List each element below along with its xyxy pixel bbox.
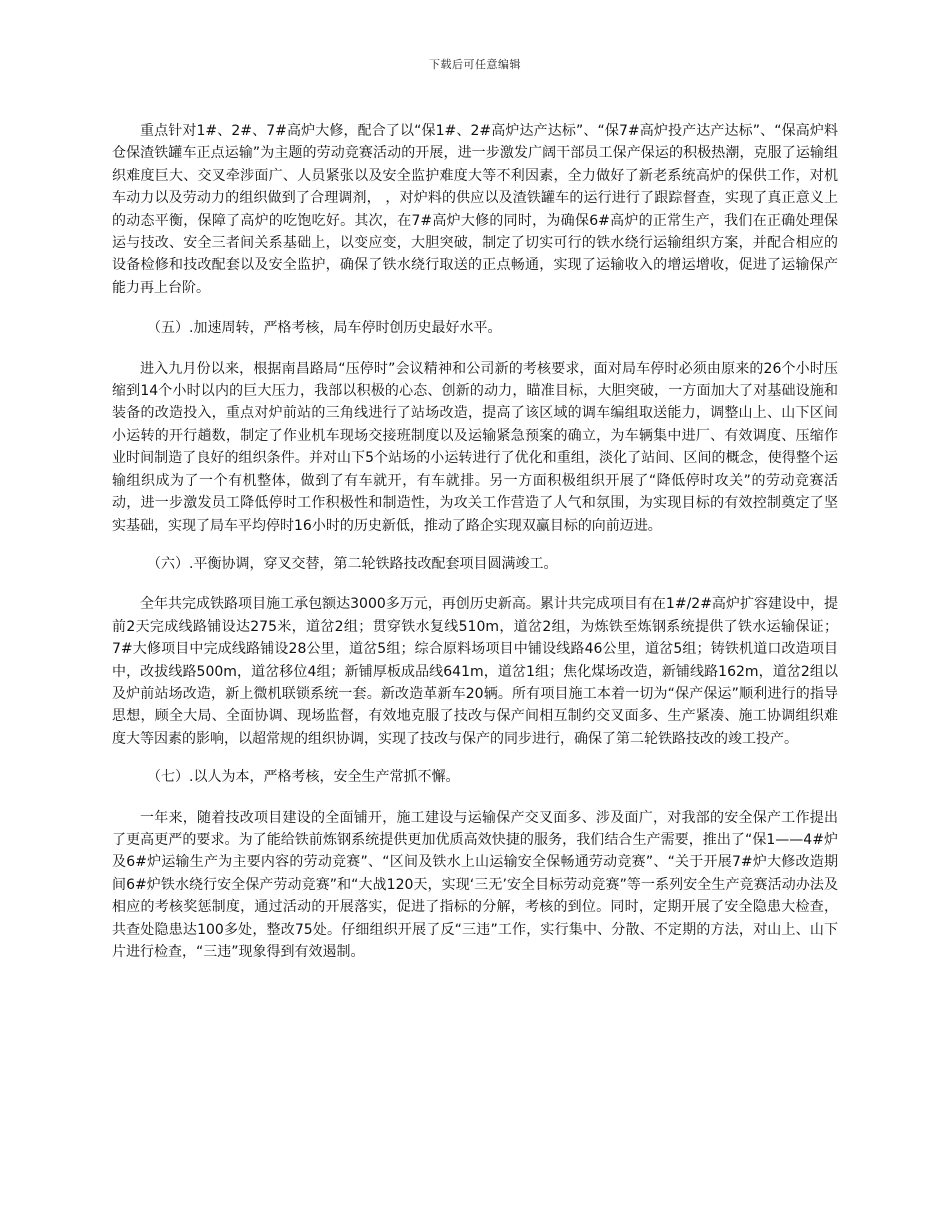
paragraph-railway-projects: 全年共完成铁路项目施工承包额达3000多万元，再创历史新高。累计共完成项目有在1#/2#高炉扩容建设中，提前2天完成线路铺设达275米，道岔2组；贯穿铁水复线510m，道岔2组，为炼铁至炼钢系统提供了铁水运输保证；7#大修项目中完成线路铺设28公里，道岔5组；综合原料场项目中铺设线路46公里，道岔5组；铸铁机道口改造项目中，改拔线路500m，道岔移位4组；新铺厚板成品线641m，道岔1组；焦化煤场改造，新铺线路162m，道岔2组以及炉前站场改造，新上微机联锁系统一套。新改造革新车20辆。所有项目施工本着一切为“保产保运”顺利进行的指导思想，顾全大局、全面协调、现场监督，有效地克服了技改与保产间相互制约交叉面多、生产紧凑、施工协调组织难度大等因素的影响，以超常规的组织协调，实现了技改与保产的同步进行，确保了第二轮铁路技改的竣工投产。 — [112, 596, 838, 747]
paragraph-blast-furnace-overhaul: 重点针对1#、2#、7#高炉大修，配合了以“保1#、2#高炉达产达标”、“保7#高炉投产达产达标”、“保高炉料仓保渣铁罐车正点运输”为主题的劳动竞赛活动的开展，进一步激发广阔干部员工保产保运的积极热潮，克服了运输组织难度巨大、交叉牵涉面广、人员紧张以及安全监护难度大等不利因素，全力做好了新老系统高炉的保供工作，对机车动力以及劳动力的组织做到了合理调剂， ，对炉料的供应以及渣铁罐车的运行进行了跟踪督查，实现了真正意义上的动态平衡，保障了高炉的吃饱吃好。其次，在7#高炉大修的同时，为确保6#高炉的正常生产，我们在正确处理保运与技改、安全三者间关系基础上，以变应变，大胆突破，制定了切实可行的铁水绕行运输组织方案，并配合相应的设备检修和技改配套以及安全监护，确保了铁水绕行取送的正点畅通，实现了运输收入的增运增收，促进了运输保产能力再上台阶。 — [112, 123, 838, 296]
paragraph-wagon-turnaround: 进入九月份以来，根据南昌路局“压停时”会议精神和公司新的考核要求，面对局车停时必须由原来的26个小时压缩到14个小时以内的巨大压力，我部以积极的心态、创新的动力，瞄准目标，大胆突破，一方面加大了对基础设施和装备的改造投入，重点对炉前站的三角线进行了站场改造，提高了该区域的调车编组取送能力，调整山上、山下区间小运转的开行趟数，制定了作业机车现场交接班制度以及运输紧急预案的确立，为车辆集中进厂、有效调度、压缩作业时间制造了良好的组织条件。并对山下5个站场的小运转进行了优化和重组，淡化了站间、区间的概念，使得整个运输组织成为了一个有机整体，做到了有车就开，有车就排。另一方面积极组织开展了“降低停时攻关”的劳动竞赛活动，进一步激发员工降低停时工作积极性和制造性，为攻关工作营造了人气和氛围，为实现目标的有效控制奠定了坚实基础，实现了局车平均停时16小时的历史新低，推动了路企实现双赢目标的向前迈进。 — [112, 360, 838, 534]
section-heading-7: （七）.以人为本，严格考核，安全生产常抓不懈。 — [147, 769, 460, 786]
paragraph-safety-production: 一年来，随着技改项目建设的全面铺开，施工建设与运输保产交叉面多、涉及面广，对我部的安全保产工作提出了更高更严的要求。为了能给铁前炼钢系统提供更加优质高效快捷的服务，我们结合生产需要，推出了“保1——4#炉及6#炉运输生产为主要内容的劳动竞赛”、“区间及铁水上山运输安全保畅通劳动竞赛”、“关于开展7#炉大修改造期间6#炉铁水绕行安全保产劳动竞赛”和“大战120天，实现‘三无’安全目标劳动竞赛”等一系列安全生产竞赛活动办法及相应的考核奖惩制度，通过活动的开展落实，促进了指标的分解，考核的到位。同时，定期开展了安全隐患大检查，共查处隐患达100多处，整改75处。仔细组织开展了反“三违”工作，实行集中、分散、不定期的方法，对山上、山下片进行检查，“三违”现象得到有效遏制。 — [112, 809, 838, 960]
section-heading-6: （六）.平衡协调，穿叉交替，第二轮铁路技改配套项目圆满竣工。 — [147, 555, 558, 572]
page-header: 下载后可任意编辑 — [429, 58, 521, 71]
document-body — [112, 120, 838, 963]
section-heading-5: （五）.加速周转，严格考核，局车停时创历史最好水平。 — [147, 320, 502, 337]
